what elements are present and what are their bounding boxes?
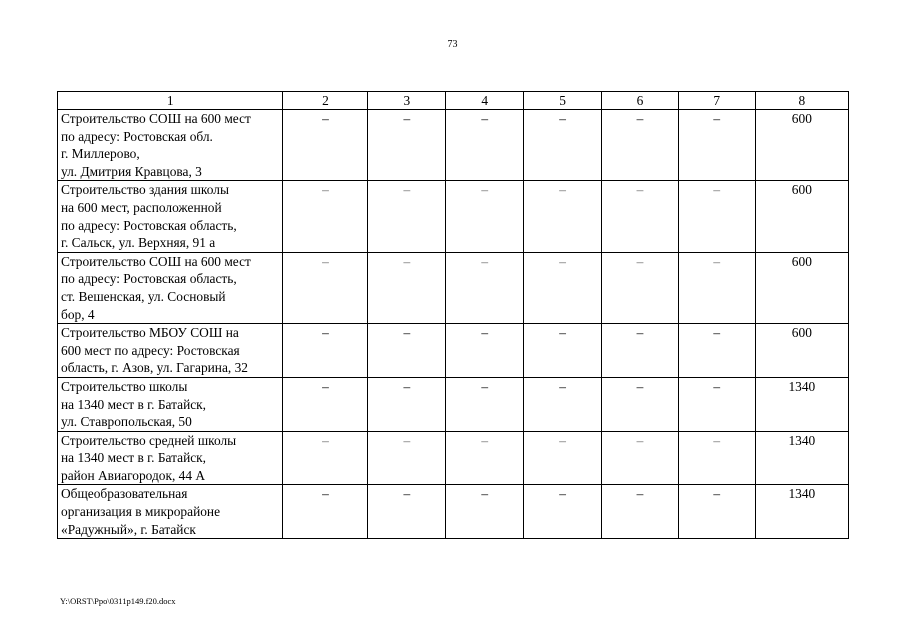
- capacity-cell: 1340: [755, 377, 848, 431]
- table-row: [58, 110, 849, 181]
- table-cell: –: [678, 485, 755, 539]
- capacity-cell: 1340: [755, 431, 848, 485]
- table-row: [58, 485, 849, 539]
- table-cell: –: [446, 252, 524, 323]
- table-cell: –: [283, 252, 368, 323]
- table-cell: –: [283, 485, 368, 539]
- table-cell: –: [602, 110, 679, 181]
- table-cell: –: [602, 252, 679, 323]
- footer-file-path: Y:\ORST\Ppo\0311p149.f20.docx: [60, 596, 176, 606]
- header-cell: 7: [678, 92, 755, 110]
- header-cell: 1: [58, 92, 283, 110]
- header-cell: 5: [524, 92, 602, 110]
- table-cell: –: [524, 181, 602, 252]
- table-cell: –: [678, 431, 755, 485]
- table-cell: –: [283, 181, 368, 252]
- table-cell: –: [524, 110, 602, 181]
- table-cell: –: [602, 181, 679, 252]
- table-cell: –: [446, 324, 524, 378]
- table-cell: –: [524, 431, 602, 485]
- table-cell: –: [283, 377, 368, 431]
- table-cell: –: [446, 377, 524, 431]
- object-name-cell: Строительство МБОУ СОШ на 600 мест по адресу: Ростовская область, г. Азов, ул. Гагарина, 32: [58, 324, 283, 378]
- table-cell: –: [446, 485, 524, 539]
- header-cell: 6: [602, 92, 679, 110]
- table-cell: –: [368, 110, 446, 181]
- table-cell: –: [368, 324, 446, 378]
- table-cell: –: [283, 431, 368, 485]
- table-row: [58, 324, 849, 378]
- table-cell: –: [678, 324, 755, 378]
- header-row: [58, 92, 849, 110]
- header-cell: 3: [368, 92, 446, 110]
- table-cell: –: [602, 431, 679, 485]
- header-cell: 8: [755, 92, 848, 110]
- table-cell: –: [678, 110, 755, 181]
- table-row: [58, 181, 849, 252]
- data-table: [57, 91, 849, 539]
- table-cell: –: [446, 110, 524, 181]
- capacity-cell: 600: [755, 110, 848, 181]
- table-cell: –: [602, 377, 679, 431]
- table-cell: –: [446, 181, 524, 252]
- table-cell: –: [283, 110, 368, 181]
- table-cell: –: [368, 431, 446, 485]
- table-cell: –: [678, 377, 755, 431]
- table-cell: –: [368, 181, 446, 252]
- table-cell: –: [524, 252, 602, 323]
- table-cell: –: [678, 252, 755, 323]
- table-row: [58, 377, 849, 431]
- capacity-cell: 1340: [755, 485, 848, 539]
- table-cell: –: [524, 324, 602, 378]
- header-cell: 2: [283, 92, 368, 110]
- object-name-cell: Строительство средней школы на 1340 мест в г. Батайск, район Авиагородок, 44 А: [58, 431, 283, 485]
- table-row: [58, 431, 849, 485]
- page-number: 73: [447, 39, 458, 50]
- table-row: [58, 252, 849, 323]
- object-name-cell: Строительство СОШ на 600 мест по адресу: Ростовская обл. г. Миллерово, ул. Дмитрия Кравцова, 3: [58, 110, 283, 181]
- table-cell: –: [602, 324, 679, 378]
- object-name-cell: Общеобразовательная организация в микрорайоне «Радужный», г. Батайск: [58, 485, 283, 539]
- capacity-cell: 600: [755, 252, 848, 323]
- object-name-cell: Строительство здания школы на 600 мест, расположенной по адресу: Ростовская область, г. Сальск, ул. Верхняя, 91 а: [58, 181, 283, 252]
- table-cell: –: [368, 485, 446, 539]
- table-cell: –: [602, 485, 679, 539]
- table-cell: –: [368, 377, 446, 431]
- table-cell: –: [524, 485, 602, 539]
- table-cell: –: [283, 324, 368, 378]
- object-name-cell: Строительство школы на 1340 мест в г. Батайск, ул. Ставропольская, 50: [58, 377, 283, 431]
- capacity-cell: 600: [755, 181, 848, 252]
- table-cell: –: [446, 431, 524, 485]
- object-name-cell: Строительство СОШ на 600 мест по адресу: Ростовская область, ст. Вешенская, ул. Сосновый бор, 4: [58, 252, 283, 323]
- table-cell: –: [678, 181, 755, 252]
- table-cell: –: [368, 252, 446, 323]
- capacity-cell: 600: [755, 324, 848, 378]
- table-cell: –: [524, 377, 602, 431]
- header-cell: 4: [446, 92, 524, 110]
